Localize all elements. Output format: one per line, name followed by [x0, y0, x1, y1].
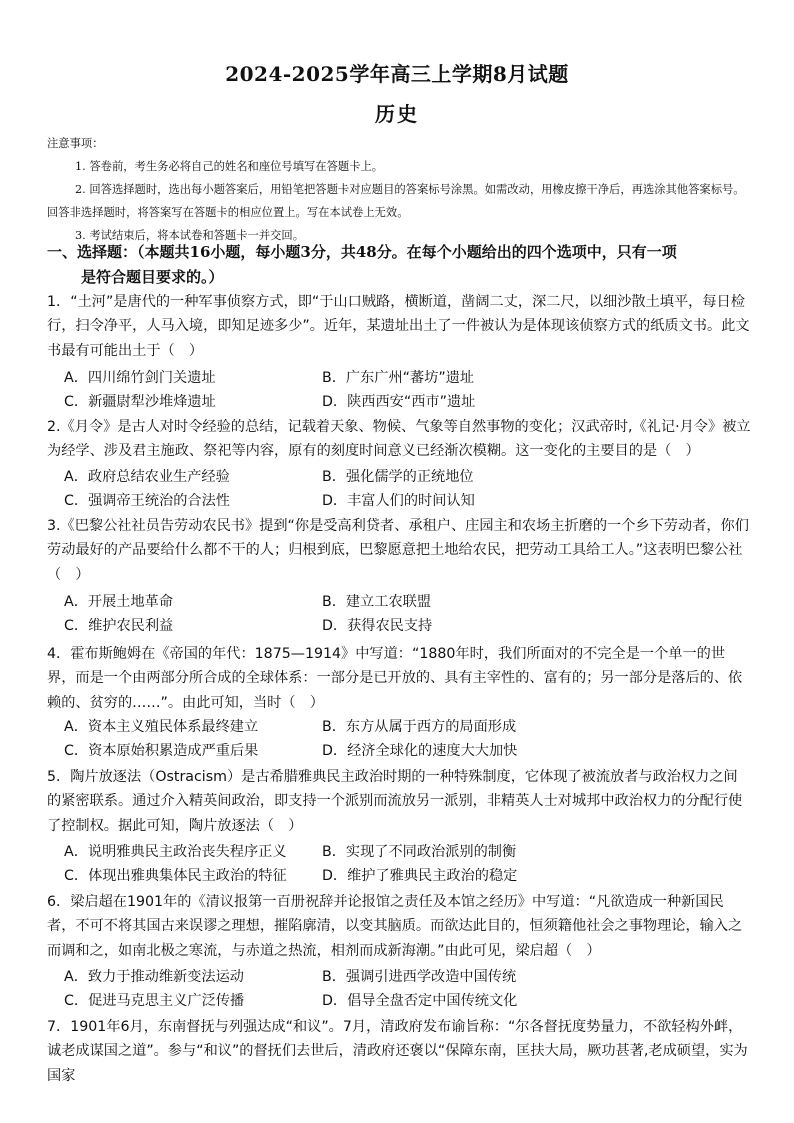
option: C．体现出雅典集体民主政治的特征 — [64, 868, 287, 885]
section-line: 一、选择题：（本题共16小题，每小题3分，共48分。在每个小题给出的四个选项中，只有一项 — [47, 243, 677, 261]
section-heading — [47, 240, 751, 290]
option: C．促进马克思主义广泛传播 — [64, 993, 245, 1010]
option: B．广东广州“蕃坊”遗址 — [322, 370, 475, 386]
option: C．资本原始积累造成严重后果 — [64, 743, 259, 760]
notes-heading: 注意事项： — [47, 137, 104, 150]
question-stem: 1．“土河”是唐代的一种军事侦察方式，即“于山口贼路，横断道，凿阔二丈，深二尺，以细沙散土填平，每日检行，扫令净平，人马入境，即知足迹多少”。近年，某遗址出土了一件被认为是体现该侦察方式的纸质文书。此文书最有可能出土于（ ） — [47, 294, 750, 359]
option: C．维护农民利益 — [64, 618, 174, 635]
option: B．强化儒学的正统地位 — [322, 469, 474, 485]
option: B．东方从属于西方的局面形成 — [322, 719, 517, 735]
question-options — [64, 965, 724, 1014]
option: B．实现了不同政治派别的制衡 — [322, 844, 517, 860]
question-stem: 6．梁启超在1901年的《清议报第一百册祝辞并论报馆之责任及本馆之经历》中写道：“凡欲造成一种新国民者，不可不将其国古来误谬之理想，摧陷廓清，以变其脑质。而欲达此目的，恒须籍他社会之事物理论，输入之而调和之，如南北极之寒流，与赤道之热流，相剂而成新海潮。”由此可见，梁启超（ ） — [47, 894, 743, 959]
question-stem: 7．1901年6月，东南督抚与列强达成“和议”。7月，清政府发布谕旨称：“尔各督抚度势量力，不欲轻构外衅，诚老成谋国之道”。参与“和议”的督抚们去世后，清政府还褒以“保障东南，匡扶大局，厥功甚著,老成硕望，实为国家 — [47, 1019, 748, 1084]
option: A．政府总结农业生产经验 — [64, 469, 230, 485]
question-options — [64, 366, 724, 415]
note-item: 2. 回答选择题时，选出每小题答案后，用铅笔把答题卡对应题目的答案标号涂黑。如需改动，用橡皮擦干净后，再选涂其他答案标号。回答非选择题时，将答案写在答题卡的相应位置上。写在本试卷上无效。 — [47, 183, 745, 219]
question-options — [64, 715, 724, 764]
note-item: 3. 考试结束后，将本试卷和答题卡一并交回。 — [75, 229, 305, 242]
option: A．四川绵竹剑门关遗址 — [64, 370, 216, 386]
option: D．经济全球化的速度大大加快 — [322, 743, 518, 760]
option: D．维护了雅典民主政治的稳定 — [322, 868, 518, 885]
option: D．获得农民支持 — [322, 618, 433, 635]
option: A．资本主义殖民体系最终建立 — [64, 719, 259, 735]
exam-title: 2024-2025学年高三上学期8月试题 — [225, 62, 569, 86]
option: D．丰富人们的时间认知 — [322, 493, 475, 510]
option: D．陕西西安“西市”遗址 — [322, 394, 476, 411]
question-options — [64, 465, 724, 514]
note-item: 1. 答卷前，考生务必将自己的姓名和座位号填写在答题卡上。 — [75, 160, 384, 173]
option: A．致力于推动维新变法运动 — [64, 969, 244, 985]
option: C．强调帝王统治的合法性 — [64, 493, 230, 510]
option: A．说明雅典民主政治丧失程序正义 — [64, 844, 287, 860]
question-stem: 3.《巴黎公社社员告劳动农民书》提到“你是受高利贷者、承租户、庄园主和农场主折磨的一个乡下劳动者，你们劳动最好的产品要给什么都不干的人；归根到底，巴黎愿意把土地给农民，把劳动工具给工人。”这表明巴黎公社（ ） — [47, 518, 749, 583]
subject-title: 历史 — [375, 102, 419, 126]
question-stem: 2.《月令》是古人对时令经验的总结，记载着天象、物候、气象等自然事物的变化；汉武帝时,《礼记·月令》被立为经学、涉及君主施政、祭祀等内容，原有的刻度时间意义已经渐次模糊。这一变化的主要目的是（ ） — [47, 419, 751, 460]
question-options — [64, 590, 724, 639]
question-stem: 5．陶片放逐法（Ostracism）是古希腊雅典民主政治时期的一种特殊制度，它体现了被流放者与政治权力之间的紧密联系。通过介入精英间政治，即支持一个派别而流放另一派别，非精英人士对城邦中政治权力的分配行使了控制权。据此可知，陶片放逐法（ ） — [47, 769, 743, 834]
option: C．新疆尉犁沙堆烽遗址 — [64, 394, 216, 411]
option: A．开展土地革命 — [64, 594, 174, 610]
option: D．倡导全盘否定中国传统文化 — [322, 993, 518, 1010]
section-line: 是符合题目要求的。） — [81, 268, 224, 286]
question-stem: 4．霍布斯鲍姆在《帝国的年代：1875—1914》中写道：“1880年时，我们所面对的不完全是一个单一的世界，而是一个由两部分所合成的全球体系：一部分是已开放的、具有主宰性的、富有的；另一部分是落后的、依赖的、贫穷的……”。由此可知，当时（ ） — [47, 646, 743, 711]
option: B．建立工农联盟 — [322, 594, 432, 610]
option: B．强调引进西学改造中国传统 — [322, 969, 517, 985]
question-options — [64, 840, 724, 889]
notes-block — [47, 132, 747, 247]
